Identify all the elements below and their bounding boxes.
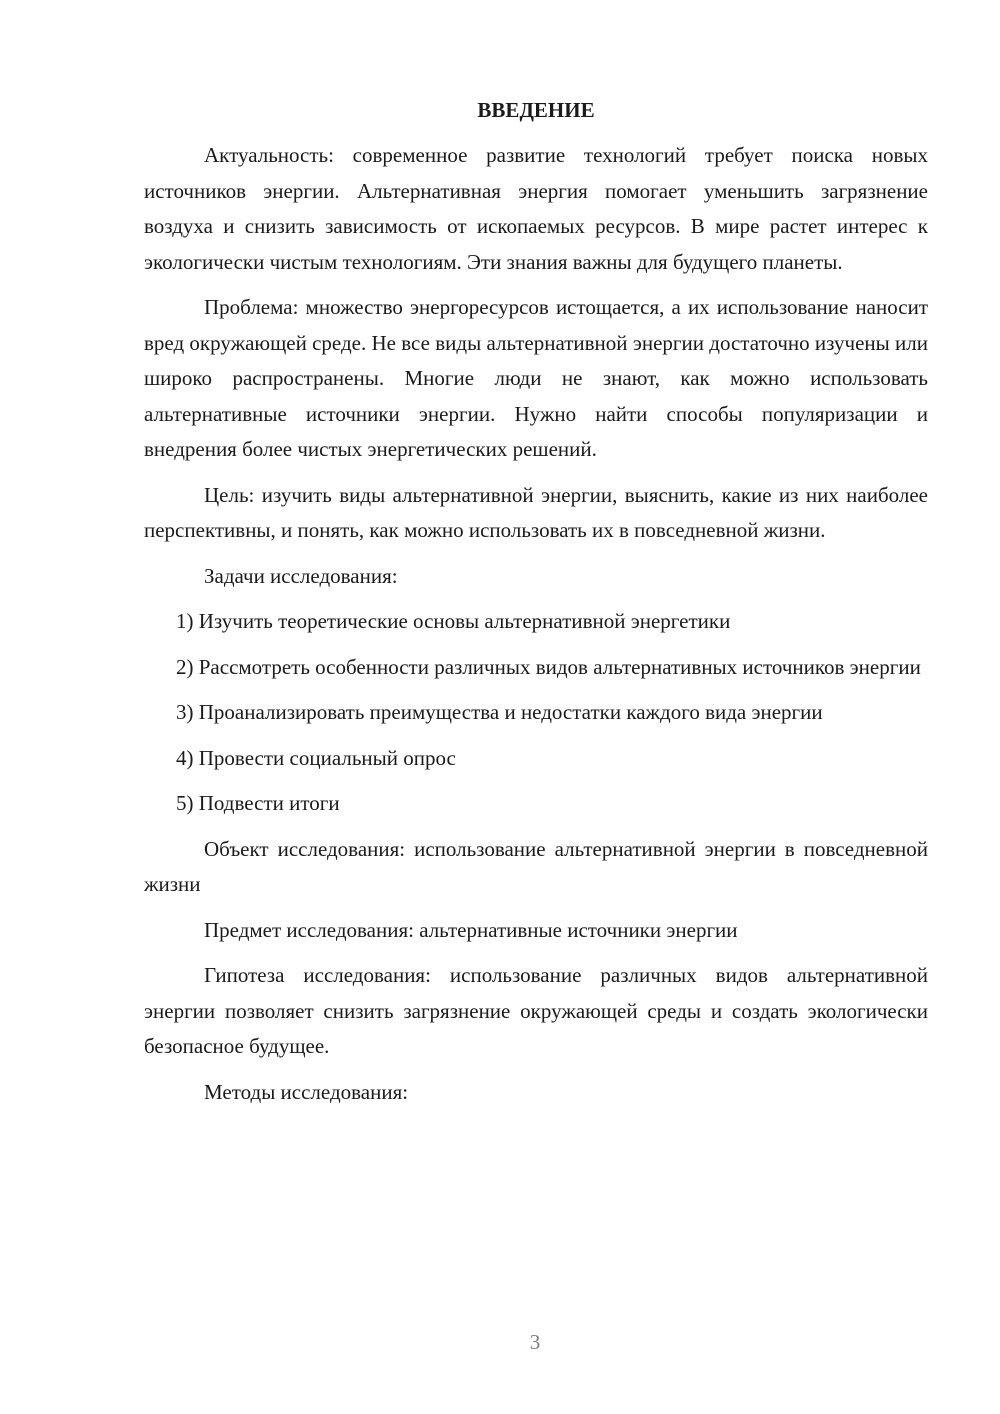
subject-paragraph: Предмет исследования: альтернативные источники энергии <box>204 917 738 942</box>
section-heading: ВВЕДЕНИЕ <box>477 98 595 122</box>
task-item-4: 4) Провести социальный опрос <box>176 745 456 770</box>
task-item-2: 2) Рассмотреть особенности различных видов альтернативных источников энергии <box>176 654 921 679</box>
document-page <box>144 93 928 1120</box>
problem-paragraph: Проблема: множество энергоресурсов истощается, а их использование наносит вред окружающей среде. Не все виды альтернативной энергии достаточно изучены или широко распространены. Многие люди не знают, как можно использовать альтернативные источники энергии. Нужно найти способы популяризации и внедрения более чистых энергетических решений. <box>144 295 928 461</box>
object-paragraph: Объект исследования: использование альтернативной энергии в повседневной жизни <box>144 836 928 896</box>
goal-paragraph: Цель: изучить виды альтернативной энергии, выяснить, какие из них наиболее перспективны, и понять, как можно использовать их в повседневной жизни. <box>144 482 928 542</box>
task-item-5: 5) Подвести итоги <box>176 791 340 815</box>
task-item-1: 1) Изучить теоретические основы альтернативной энергетики <box>176 609 731 633</box>
hypothesis-paragraph: Гипотеза исследования: использование различных видов альтернативной энергии позволяет снизить загрязнение окружающей среды и создать экологически безопасное будущее. <box>144 963 928 1058</box>
relevance-paragraph: Актуальность: современное развитие технологий требует поиска новых источников энергии. Альтернативная энергия помогает уменьшить загрязнение воздуха и снизить зависимость от ископаемых ресурсов. В мире растет интерес к экологически чистым технологиям. Эти знания важны для будущего планеты. <box>144 143 928 274</box>
methods-title: Методы исследования: <box>204 1079 409 1104</box>
page-number: 3 <box>529 1330 541 1354</box>
task-item-3: 3) Проанализировать преимущества и недостатки каждого вида энергии <box>176 700 823 724</box>
tasks-title: Задачи исследования: <box>204 563 398 588</box>
